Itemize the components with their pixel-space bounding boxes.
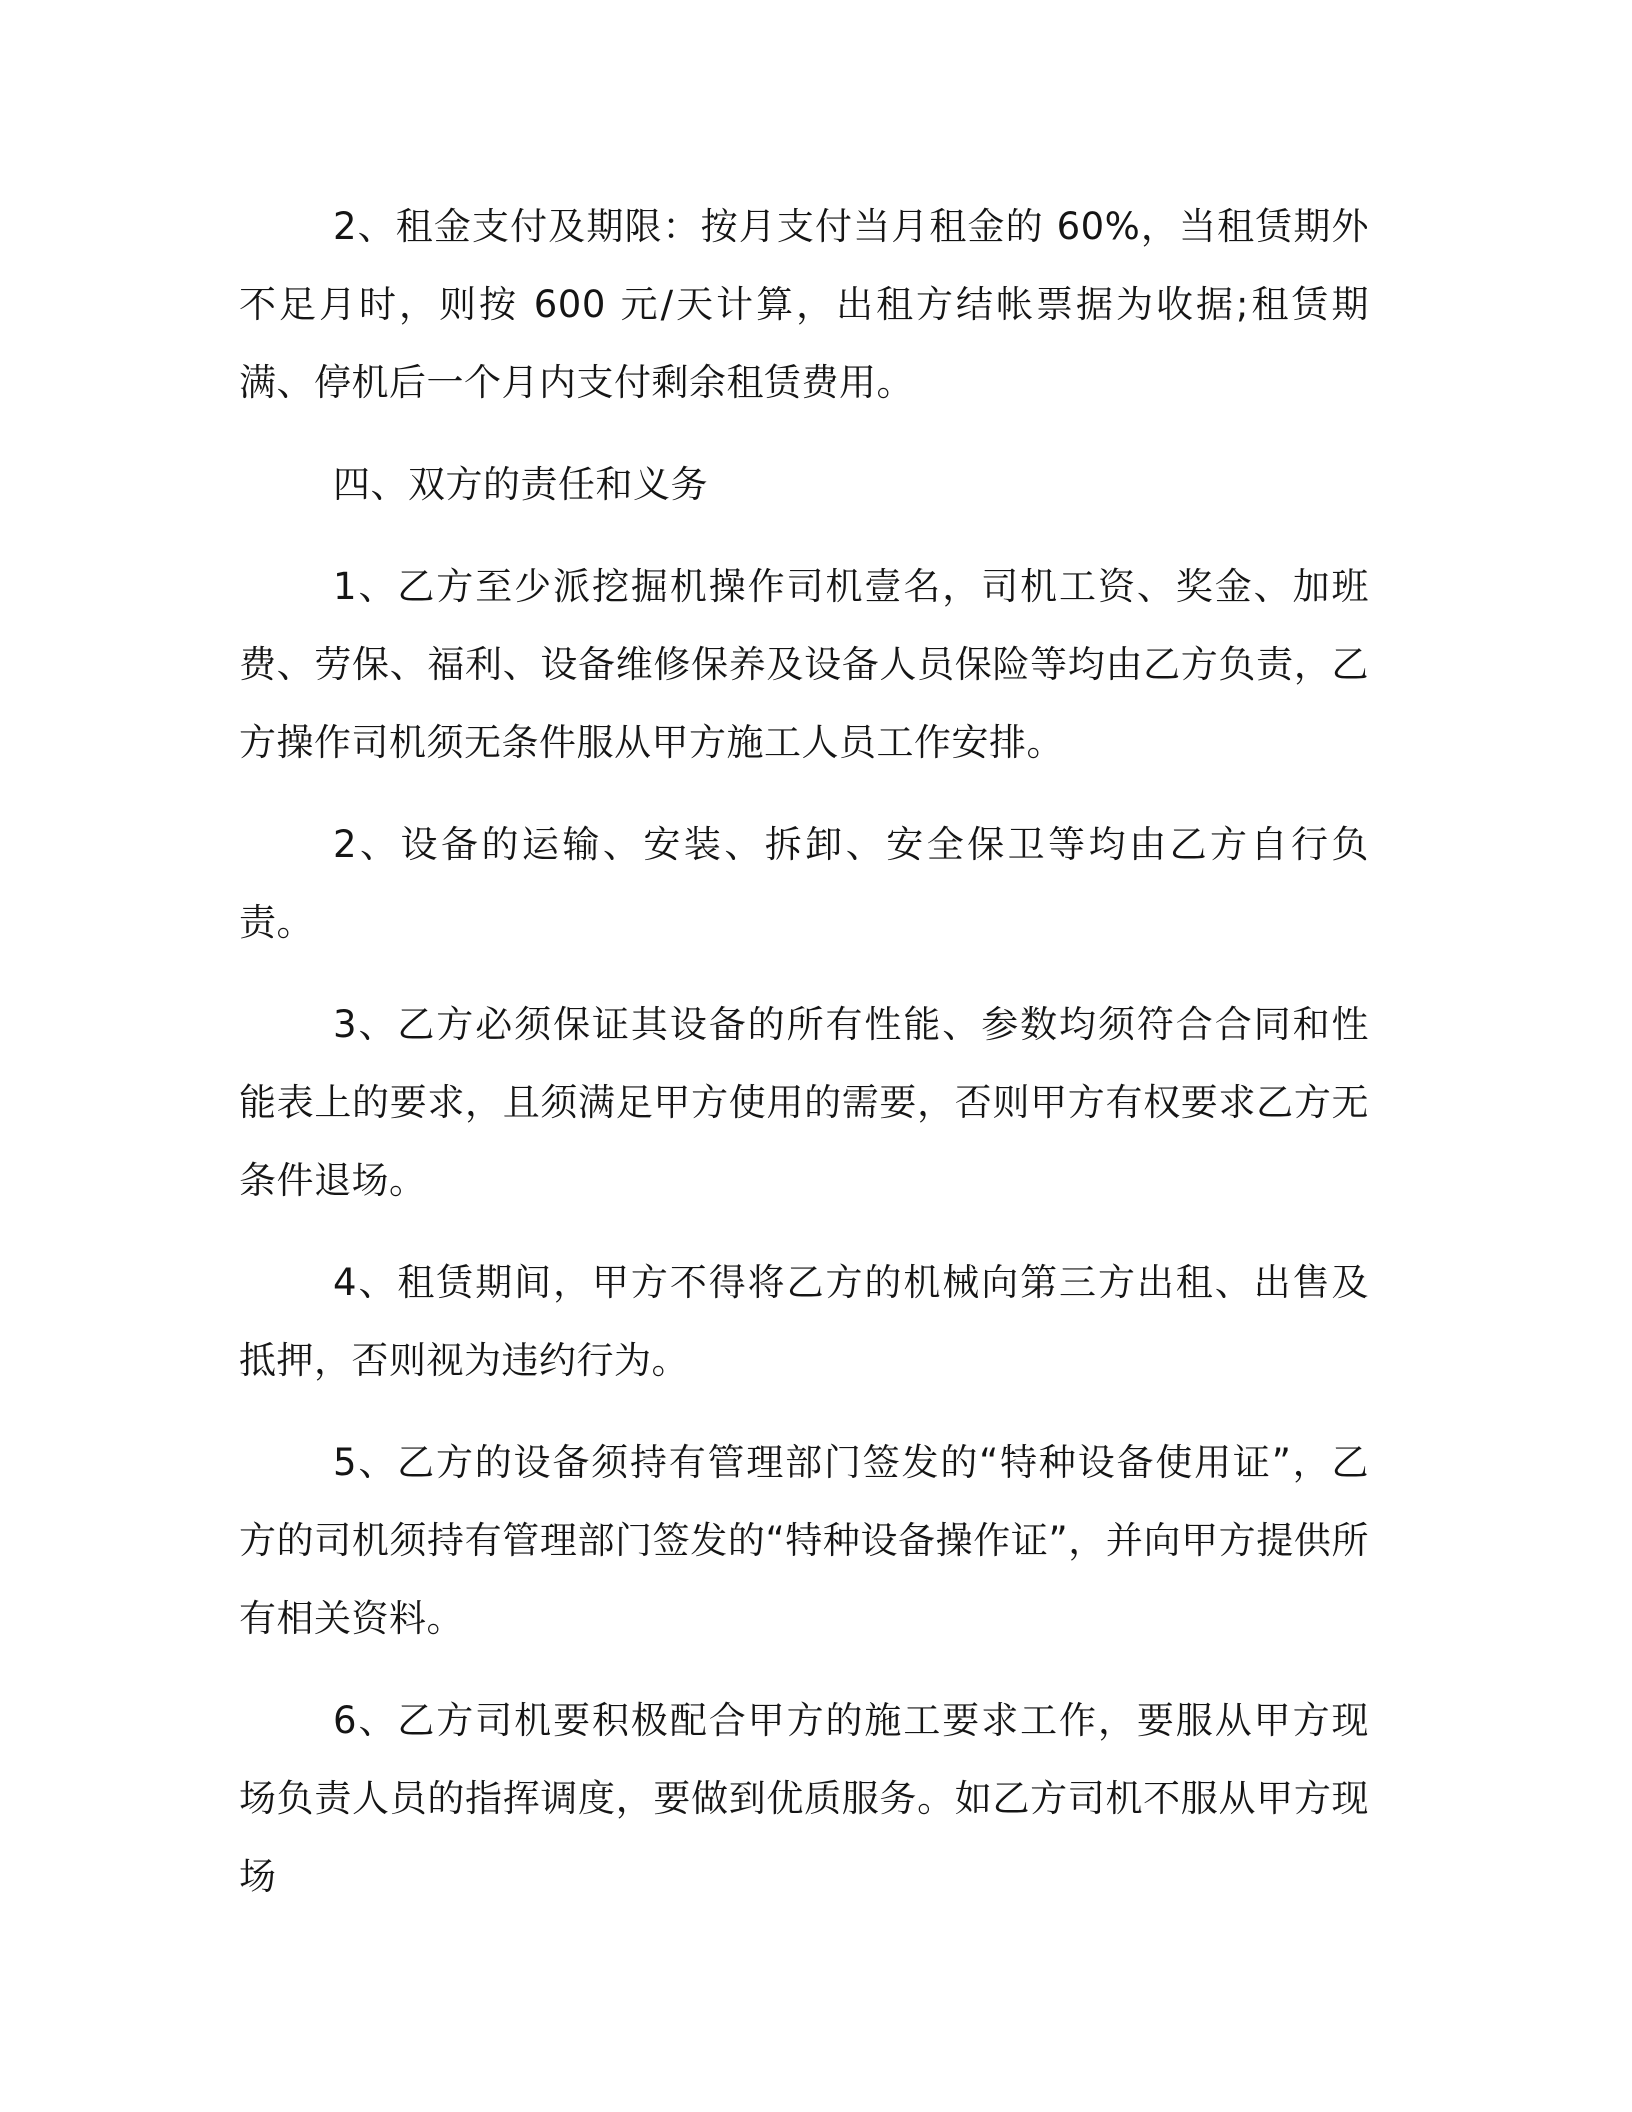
paragraph-clause-3: 3、乙方必须保证其设备的所有性能、参数均须符合合同和性能表上的要求，且须满足甲方使用的需要，否则甲方有权要求乙方无条件退场。: [239, 1003, 1369, 1202]
paragraph-clause-6: 6、乙方司机要积极配合甲方的施工要求工作，要服从甲方现场负责人员的指挥调度，要做到优质服务。如乙方司机不服从甲方现场: [239, 1699, 1369, 1898]
paragraph-clause-2: 2、设备的运输、安装、拆卸、安全保卫等均由乙方自行负责。: [239, 823, 1369, 944]
section-heading-responsibilities: 四、双方的责任和义务: [333, 463, 708, 506]
paragraph-clause-1: 1、乙方至少派挖掘机操作司机壹名，司机工资、奖金、加班费、劳保、福利、设备维修保养及设备人员保险等均由乙方负责，乙方操作司机须无条件服从甲方施工人员工作安排。: [239, 565, 1369, 764]
paragraph-clause-5: 5、乙方的设备须持有管理部门签发的“特种设备使用证”，乙方的司机须持有管理部门签发的“特种设备操作证”，并向甲方提供所有相关资料。: [239, 1441, 1369, 1640]
document-body: [239, 188, 1369, 1916]
paragraph-clause-4: 4、租赁期间，甲方不得将乙方的机械向第三方出租、出售及抵押，否则视为违约行为。: [239, 1261, 1369, 1382]
paragraph-rent-payment: 2、租金支付及期限：按月支付当月租金的 60%，当租赁期外不足月时，则按 600 元/天计算，出租方结帐票据为收据;租赁期满、停机后一个月内支付剩余租赁费用。: [239, 205, 1369, 404]
